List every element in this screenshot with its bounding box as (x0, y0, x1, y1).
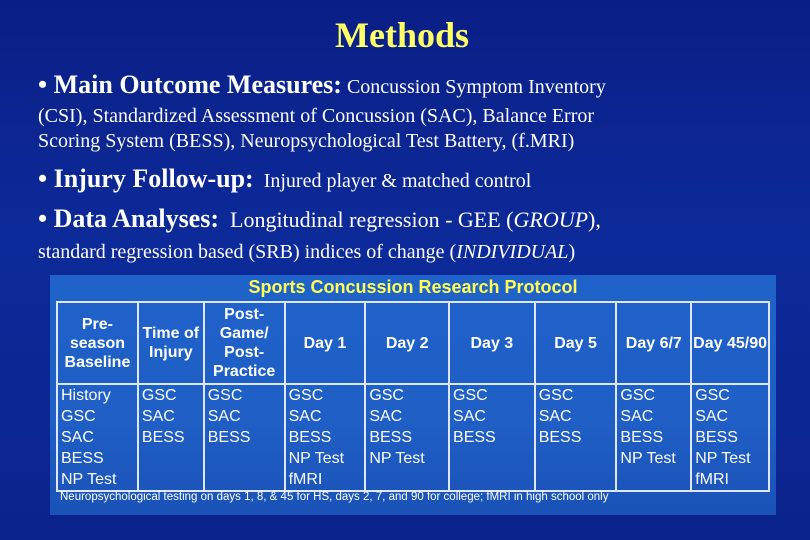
bullet-analyses-head: • Data Analyses: (38, 204, 219, 233)
table-cell (535, 384, 617, 491)
measure-item: BESS (620, 429, 664, 446)
protocol-header-row (57, 302, 769, 384)
table-cell (285, 384, 366, 491)
measure-item: GSC (61, 408, 96, 425)
measure-item: GSC (369, 387, 404, 404)
column-header: Day 3 (449, 302, 535, 384)
measure-item: fMRI (288, 471, 323, 488)
measure-item: SAC (538, 408, 572, 425)
bullet-injury-followup (38, 164, 531, 194)
bullet-analyses-text-a: Longitudinal regression - GEE ( (219, 207, 514, 232)
measure-item: GSC (620, 387, 656, 404)
bullet-outcome-continuation-1: (CSI), Standardized Assessment of Concussion (SAC), Balance Error (38, 105, 595, 127)
protocol-footnote: Neuropsychological testing on days 1, 8, & 45 for HS, days 2, 7, and 90 for college; fMRI in high school only (60, 491, 609, 503)
bullet-analyses-cont-b: ) (568, 241, 576, 263)
column-header: Day 5 (535, 302, 617, 384)
bullet-outcome-head: • Main Outcome Measures: (38, 70, 342, 99)
measure-item: SAC (695, 408, 729, 425)
bullet-analyses-text-b: ), (588, 207, 601, 232)
table-cell (449, 384, 535, 491)
measure-item: NP Test (695, 450, 751, 467)
measure-item: SAC (620, 408, 654, 425)
measure-item: BESS (61, 450, 104, 467)
table-cell (138, 384, 204, 491)
measure-item: BESS (207, 429, 251, 446)
measure-item: GSC (207, 387, 243, 404)
table-cell (691, 384, 769, 491)
measure-item: SAC (288, 408, 322, 425)
table-cell (365, 384, 449, 491)
bullet-outcome-text: Concussion Symptom Inventory (341, 76, 606, 98)
bullet-followup-head: • Injury Follow-up: (38, 164, 254, 193)
bullet-outcome-continuation-2: Scoring System (BESS), Neuropsychological Test Battery, (f.MRI) (38, 130, 575, 152)
bullet-analyses-group: GROUP (513, 207, 589, 232)
measure-item: BESS (538, 429, 582, 446)
bullet-data-analyses (38, 204, 601, 234)
measure-item: NP Test (620, 450, 676, 467)
measure-item: SAC (61, 429, 94, 446)
measure-item: GSC (453, 387, 488, 404)
table-cell (57, 384, 138, 491)
slide-title: Methods (335, 15, 469, 55)
measure-item: BESS (369, 429, 412, 446)
protocol-title: Sports Concussion Research Protocol (248, 277, 578, 297)
measure-item: BESS (453, 429, 496, 446)
measure-item: GSC (538, 387, 574, 404)
column-header: Post-Game/ Post-Practice (204, 302, 285, 384)
column-header: Day 6/7 (616, 302, 691, 384)
column-header: Day 45/90 (691, 302, 769, 384)
measure-item: SAC (141, 408, 175, 425)
protocol-table (56, 301, 770, 492)
measure-item: History (61, 387, 111, 404)
measure-item: SAC (453, 408, 486, 425)
table-cell (204, 384, 285, 491)
table-cell (616, 384, 691, 491)
column-header: Day 2 (365, 302, 449, 384)
measure-item: BESS (288, 429, 332, 446)
column-header: Time of Injury (138, 302, 204, 384)
protocol-panel (50, 275, 776, 515)
measure-item: GSC (288, 387, 324, 404)
measure-item: GSC (695, 387, 730, 404)
measure-item: fMRI (695, 471, 729, 488)
measure-item: BESS (695, 429, 738, 446)
bullet-analyses-individual: INDIVIDUAL (456, 241, 569, 263)
bullet-outcome-measures (38, 70, 606, 100)
measure-item: SAC (207, 408, 241, 425)
bullet-analyses-continuation (38, 240, 575, 264)
measure-item: NP Test (369, 450, 425, 467)
measure-item: GSC (141, 387, 177, 404)
protocol-measures-row (57, 384, 769, 491)
bullet-followup-text: Injured player & matched control (253, 170, 532, 192)
column-header: Day 1 (285, 302, 366, 384)
measure-item: SAC (369, 408, 403, 425)
column-header: Pre-season Baseline (57, 302, 138, 384)
measure-item: BESS (141, 429, 185, 446)
bullet-analyses-cont-a: standard regression based (SRB) indices of change ( (38, 241, 457, 263)
measure-item: NP Test (288, 450, 345, 467)
measure-item: NP Test (61, 471, 117, 488)
